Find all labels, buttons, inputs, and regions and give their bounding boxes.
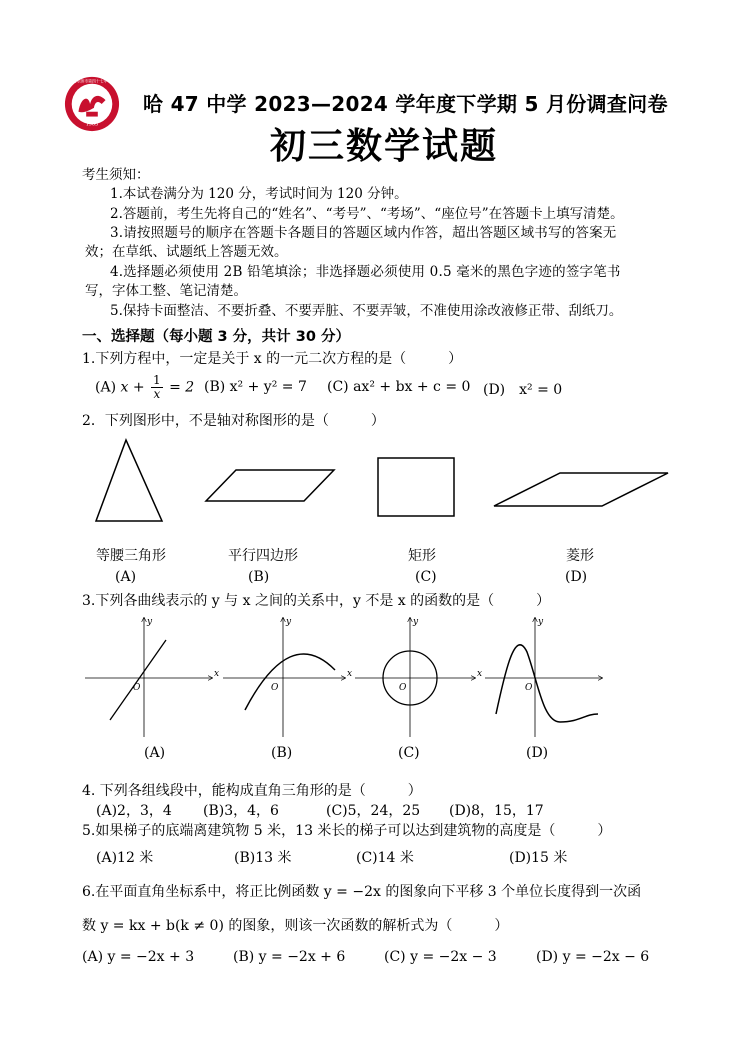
notice-item: 2.答题前，考生先将自己的“姓名”、“考号”、“考场”、“座位号”在答题卡上填写清楚。 bbox=[110, 206, 624, 222]
graph-b bbox=[223, 617, 352, 737]
question-6-stem-line-2: 数 y = kx + b(k ≠ 0) 的图象，则该一次函数的解析式为（ ） bbox=[82, 918, 509, 934]
option-label: (C) bbox=[415, 569, 437, 585]
question-1-option-a bbox=[95, 374, 194, 404]
notice-item: 3.请按照题号的顺序在答题卡各题目的答题区域内作答，超出答题区域书写的答案无 bbox=[110, 225, 617, 241]
origin-label: O bbox=[271, 683, 279, 693]
question-1-option-c: (C) ax² + bx + c = 0 bbox=[327, 379, 471, 395]
option-label: (C) bbox=[398, 745, 420, 761]
graph-a bbox=[85, 617, 219, 737]
origin-label: O bbox=[133, 683, 141, 693]
math-expr: x + bbox=[120, 379, 145, 396]
parallelogram bbox=[206, 470, 334, 501]
question-5-option-d: (D)15 米 bbox=[509, 850, 568, 866]
axis-y-label: y bbox=[413, 617, 419, 627]
option-label: (D) bbox=[565, 569, 588, 585]
question-6-option-c: (C) y = −2x − 3 bbox=[384, 949, 497, 965]
question-6-option-b: (B) y = −2x + 6 bbox=[233, 949, 346, 965]
fraction bbox=[151, 374, 163, 401]
question-2-stem: 2．下列图形中，不是轴对称图形的是（ ） bbox=[82, 413, 385, 429]
axis-y-label: y bbox=[538, 617, 544, 627]
exam-header: 哈 47 中学 2023—2024 学年度下学期 5 月份调查问卷 bbox=[143, 92, 668, 116]
question-4-option-c: (C)5，24，25 bbox=[326, 803, 421, 819]
question-5-option-a: (A)12 米 bbox=[96, 850, 154, 866]
question-6-option-d: (D) y = −2x − 6 bbox=[536, 949, 650, 965]
math-expr: = 2 bbox=[169, 379, 195, 396]
option-label: (B) bbox=[271, 745, 293, 761]
notice-item: 1.本试卷满分为 120 分，考试时间为 120 分钟。 bbox=[110, 186, 408, 202]
question-4-stem: 4. 下列各组线段中，能构成直角三角形的是（ ） bbox=[82, 783, 422, 799]
question-3-graphs bbox=[80, 612, 610, 742]
school-logo bbox=[63, 75, 121, 133]
origin-label: O bbox=[399, 683, 407, 693]
notice-item: 5.保持卡面整洁、不要折叠、不要弄脏、不要弄皱，不准使用涂改液修正带、刮纸刀。 bbox=[110, 303, 623, 319]
graph-c bbox=[355, 617, 482, 737]
figure-name: 矩形 bbox=[408, 548, 436, 564]
notice-heading: 考生须知： bbox=[82, 167, 150, 183]
figure-name: 平行四边形 bbox=[228, 548, 298, 564]
question-5-option-c: (C)14 米 bbox=[356, 850, 414, 866]
graph-d bbox=[485, 617, 602, 737]
origin-label: O bbox=[525, 683, 533, 693]
question-1-option-d: (D) x² = 0 bbox=[483, 382, 563, 398]
figure-name: 菱形 bbox=[566, 548, 594, 564]
question-2-figures bbox=[90, 436, 680, 536]
question-5-stem: 5.如果梯子的底端离建筑物 5 米，13 米长的梯子可以达到建筑物的高度是（ ） bbox=[82, 823, 612, 839]
question-4-option-d: (D)8，15，17 bbox=[449, 803, 544, 819]
axis-x-label: x bbox=[347, 669, 353, 679]
fraction-numerator: 1 bbox=[153, 373, 161, 387]
axis-y-label: y bbox=[286, 617, 292, 627]
section-heading: 一、选择题（每小题 3 分，共计 30 分） bbox=[82, 329, 350, 345]
option-label: (A) bbox=[144, 745, 166, 761]
question-4-option-a: (A)2，3，4 bbox=[96, 803, 172, 819]
figure-name: 等腰三角形 bbox=[96, 548, 166, 564]
logo-year: 1965 bbox=[85, 122, 99, 128]
axis-x-label: x bbox=[214, 669, 220, 679]
axis-y-label: y bbox=[147, 617, 153, 627]
notice-item: 写，字体工整、笔记清楚。 bbox=[85, 283, 247, 299]
notice-item: 效；在草纸、试题纸上答题无效。 bbox=[85, 244, 288, 260]
option-label: (A) bbox=[95, 379, 117, 396]
question-5-option-b: (B)13 米 bbox=[234, 850, 292, 866]
option-label: (D) bbox=[526, 745, 549, 761]
question-6-option-a: (A) y = −2x + 3 bbox=[82, 949, 195, 965]
question-1-option-b: (B) x² + y² = 7 bbox=[204, 379, 307, 395]
fraction-denominator: x bbox=[153, 387, 161, 401]
rectangle bbox=[378, 458, 454, 516]
question-4-option-b: (B)3，4，6 bbox=[203, 803, 279, 819]
isosceles-triangle bbox=[96, 440, 162, 521]
axis-x-label: x bbox=[477, 669, 483, 679]
question-6-stem-line-1: 6.在平面直角坐标系中，将正比例函数 y = −2x 的图象向下平移 3 个单位长度得到一次函 bbox=[82, 884, 642, 900]
option-label: (A) bbox=[115, 569, 137, 585]
question-1-stem: 1.下列方程中，一定是关于 x 的一元二次方程的是（ ） bbox=[82, 351, 463, 367]
logo-ring-text: 哈尔滨市第四十七中学 bbox=[72, 78, 112, 84]
page-title: 初三数学试题 bbox=[270, 126, 499, 167]
option-label: (B) bbox=[248, 569, 270, 585]
question-3-stem: 3.下列各曲线表示的 y 与 x 之间的关系中，y 不是 x 的函数的是（ ） bbox=[82, 593, 551, 609]
rhombus bbox=[494, 473, 668, 506]
notice-item: 4.选择题必须使用 2B 铅笔填涂；非选择题必须使用 0.5 毫米的黑色字迹的签字笔书 bbox=[110, 264, 621, 280]
